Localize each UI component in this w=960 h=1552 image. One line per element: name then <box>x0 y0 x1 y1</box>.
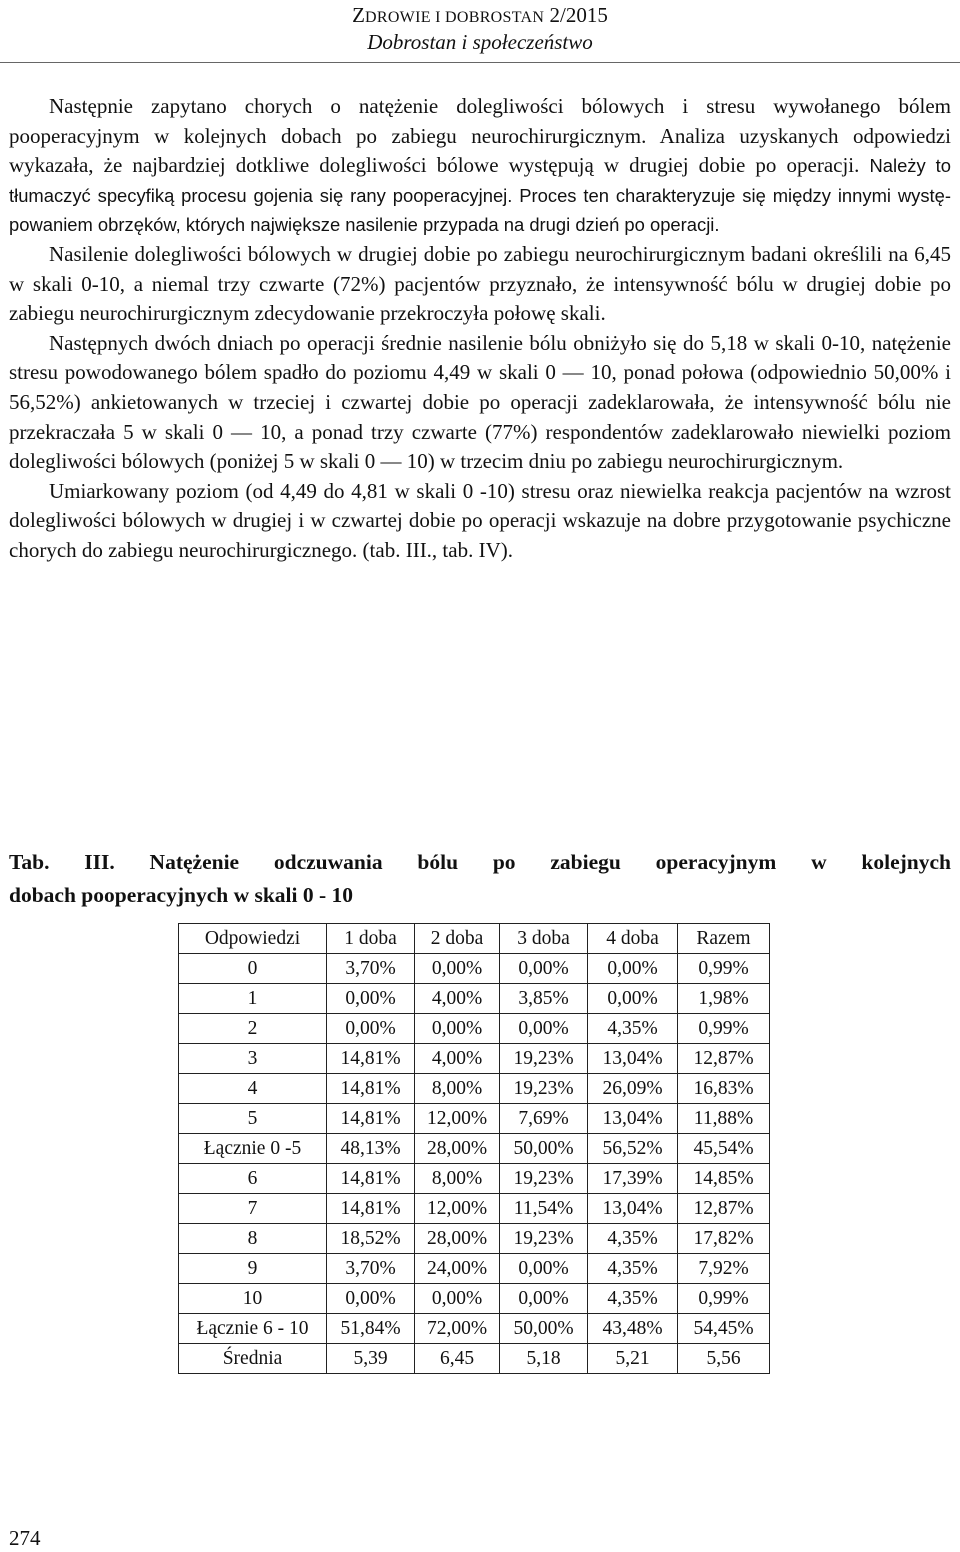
column-header: Odpowiedzi <box>179 924 327 954</box>
article-body <box>9 92 951 566</box>
table-body <box>179 954 770 1374</box>
value-cell: 4,00% <box>415 984 500 1014</box>
value-cell: 13,04% <box>588 1044 678 1074</box>
row-label-cell: 10 <box>179 1284 327 1314</box>
table-row <box>179 1014 770 1044</box>
table-row <box>179 954 770 984</box>
column-header: Razem <box>678 924 770 954</box>
row-label-cell: 9 <box>179 1254 327 1284</box>
journal-title <box>0 2 960 31</box>
column-header: 4 doba <box>588 924 678 954</box>
value-cell: 50,00% <box>500 1314 588 1344</box>
row-label-cell: 0 <box>179 954 327 984</box>
column-header: 2 doba <box>415 924 500 954</box>
table-row <box>179 1164 770 1194</box>
table-header-row <box>179 924 770 954</box>
value-cell: 13,04% <box>588 1194 678 1224</box>
value-cell: 3,70% <box>327 1254 415 1284</box>
row-label-cell: 3 <box>179 1044 327 1074</box>
value-cell: 0,00% <box>415 1284 500 1314</box>
table-row <box>179 1284 770 1314</box>
value-cell: 18,52% <box>327 1224 415 1254</box>
value-cell: 0,99% <box>678 1284 770 1314</box>
row-label-cell: Średnia <box>179 1344 327 1374</box>
value-cell: 5,21 <box>588 1344 678 1374</box>
value-cell: 14,81% <box>327 1164 415 1194</box>
value-cell: 0,99% <box>678 954 770 984</box>
running-header <box>0 0 960 63</box>
value-cell: 4,35% <box>588 1284 678 1314</box>
journal-title-rest: DROWIE I DOBROSTAN <box>365 9 545 26</box>
value-cell: 14,85% <box>678 1164 770 1194</box>
paragraph-3: Następnych dwóch dniach po operacji średnie nasilenie bólu obniżyło się do 5,18 w skali 0-10, natężenie stresu powodowanego bólem spadło do poziomu 4,49 w skali 0 — 10, ponad połowa (odpowiednio 50,00% i 56,52%) ankietowanych w trzeciej i czwartej dobie po operacji zadeklarowała, że intensywność bólu nie przekraczała 5 w skali 0 — 10, a ponad trzy czwarte (77%) respondentów zadeklarowało niewielki poziom dolegliwości bólowych (poniżej 5 w skali 0 — 10) w trzecim dniu po zabiegu neurochirurgicznym. <box>9 330 951 474</box>
value-cell: 0,00% <box>588 984 678 1014</box>
journal-title-initial: Z <box>352 3 365 27</box>
table-row <box>179 1104 770 1134</box>
table-row <box>179 1134 770 1164</box>
column-header: 1 doba <box>327 924 415 954</box>
value-cell: 14,81% <box>327 1194 415 1224</box>
value-cell: 19,23% <box>500 1224 588 1254</box>
value-cell: 5,18 <box>500 1344 588 1374</box>
table-row <box>179 1074 770 1104</box>
paragraph-4: Umiarkowany poziom (od 4,49 do 4,81 w skali 0 -10) stresu oraz niewielka reakcja pacjentów na wzrost dolegliwości bólowych w drugiej i w czwartej dobie po operacji wskazuje na dobre przygotowanie psychiczne chorych do zabiegu neurochirurgicznego. (tab. III., tab. IV). <box>9 478 951 562</box>
value-cell: 12,87% <box>678 1044 770 1074</box>
value-cell: 51,84% <box>327 1314 415 1344</box>
value-cell: 0,00% <box>500 1014 588 1044</box>
value-cell: 19,23% <box>500 1164 588 1194</box>
row-label-cell: 4 <box>179 1074 327 1104</box>
value-cell: 11,54% <box>500 1194 588 1224</box>
paragraph-1-serif: Następnie zapytano chorych o natężenie dolegliwości bólowych i stresu wywołanego bólem pooperacyjnym w kolejnych dobach po zabiegu neurochirurgicznym. Analiza uzyskanych odpowiedzi wykazała, że najbardziej dotkliwe dolegliwości bólowe występują w drugiej dobie po operacji. <box>9 94 951 178</box>
row-label-cell: 7 <box>179 1194 327 1224</box>
table-row <box>179 1044 770 1074</box>
value-cell: 45,54% <box>678 1134 770 1164</box>
value-cell: 4,35% <box>588 1014 678 1044</box>
value-cell: 28,00% <box>415 1224 500 1254</box>
value-cell: 12,87% <box>678 1194 770 1224</box>
value-cell: 3,85% <box>500 984 588 1014</box>
row-label-cell: Łącznie 6 - 10 <box>179 1314 327 1344</box>
row-label-cell: 1 <box>179 984 327 1014</box>
value-cell: 50,00% <box>500 1134 588 1164</box>
value-cell: 3,70% <box>327 954 415 984</box>
value-cell: 0,00% <box>500 954 588 984</box>
row-label-cell: Łącznie 0 -5 <box>179 1134 327 1164</box>
row-label-cell: 6 <box>179 1164 327 1194</box>
value-cell: 0,00% <box>327 984 415 1014</box>
value-cell: 72,00% <box>415 1314 500 1344</box>
value-cell: 5,56 <box>678 1344 770 1374</box>
value-cell: 4,35% <box>588 1224 678 1254</box>
value-cell: 6,45 <box>415 1344 500 1374</box>
table-caption-line-1: Tab. III. Natężenie odczuwania bólu po zabiegu operacyjnym w kolejnych <box>9 850 951 874</box>
value-cell: 14,81% <box>327 1044 415 1074</box>
value-cell: 14,81% <box>327 1074 415 1104</box>
table-row <box>179 1344 770 1374</box>
paragraph-1-sans: Należy to tłumaczyć specyfiką procesu gojenia się rany pooperacyjnej. Proces ten charakteryzuje się między innymi występowaniem obrzęków, których największe nasilenie przypada na drugi dzień po operacji. <box>9 155 951 236</box>
value-cell: 8,00% <box>415 1164 500 1194</box>
row-label-cell: 5 <box>179 1104 327 1134</box>
row-label-cell: 2 <box>179 1014 327 1044</box>
value-cell: 43,48% <box>588 1314 678 1344</box>
value-cell: 28,00% <box>415 1134 500 1164</box>
value-cell: 0,00% <box>500 1284 588 1314</box>
section-title: Dobrostan i społeczeństwo <box>367 30 593 54</box>
paragraph-2: Nasilenie dolegliwości bólowych w drugiej dobie po zabiegu neurochirurgicznym badani określili na 6,45 w skali 0-10, a niemal trzy czwarte (72%) pacjentów przyznało, że intensywność bólu w drugiej dobie po zabiegu neurochirurgicznym zdecydowanie przekroczyła połowę skali. <box>9 241 951 326</box>
value-cell: 16,83% <box>678 1074 770 1104</box>
value-cell: 8,00% <box>415 1074 500 1104</box>
value-cell: 0,00% <box>415 954 500 984</box>
table-row <box>179 1314 770 1344</box>
value-cell: 0,00% <box>500 1254 588 1284</box>
row-label-cell: 8 <box>179 1224 327 1254</box>
value-cell: 0,00% <box>327 1284 415 1314</box>
value-cell: 0,00% <box>588 954 678 984</box>
table-row <box>179 1224 770 1254</box>
value-cell: 26,09% <box>588 1074 678 1104</box>
value-cell: 0,99% <box>678 1014 770 1044</box>
value-cell: 4,35% <box>588 1254 678 1284</box>
value-cell: 56,52% <box>588 1134 678 1164</box>
column-header: 3 doba <box>500 924 588 954</box>
pain-intensity-table <box>178 923 770 1374</box>
value-cell: 12,00% <box>415 1194 500 1224</box>
value-cell: 17,39% <box>588 1164 678 1194</box>
value-cell: 48,13% <box>327 1134 415 1164</box>
table-caption <box>9 846 951 912</box>
table-caption-line-2: dobach pooperacyjnych w skali 0 - 10 <box>9 883 354 907</box>
value-cell: 12,00% <box>415 1104 500 1134</box>
value-cell: 24,00% <box>415 1254 500 1284</box>
value-cell: 19,23% <box>500 1044 588 1074</box>
value-cell: 0,00% <box>327 1014 415 1044</box>
journal-issue: 2/2015 <box>549 3 608 27</box>
value-cell: 5,39 <box>327 1344 415 1374</box>
value-cell: 11,88% <box>678 1104 770 1134</box>
table-row <box>179 984 770 1014</box>
value-cell: 1,98% <box>678 984 770 1014</box>
value-cell: 19,23% <box>500 1074 588 1104</box>
value-cell: 14,81% <box>327 1104 415 1134</box>
page-number: 274 <box>9 1526 41 1550</box>
value-cell: 7,92% <box>678 1254 770 1284</box>
value-cell: 4,00% <box>415 1044 500 1074</box>
value-cell: 7,69% <box>500 1104 588 1134</box>
table-row <box>179 1254 770 1284</box>
value-cell: 54,45% <box>678 1314 770 1344</box>
paragraph-1 <box>9 92 951 240</box>
value-cell: 13,04% <box>588 1104 678 1134</box>
value-cell: 17,82% <box>678 1224 770 1254</box>
value-cell: 0,00% <box>415 1014 500 1044</box>
table-row <box>179 1194 770 1224</box>
